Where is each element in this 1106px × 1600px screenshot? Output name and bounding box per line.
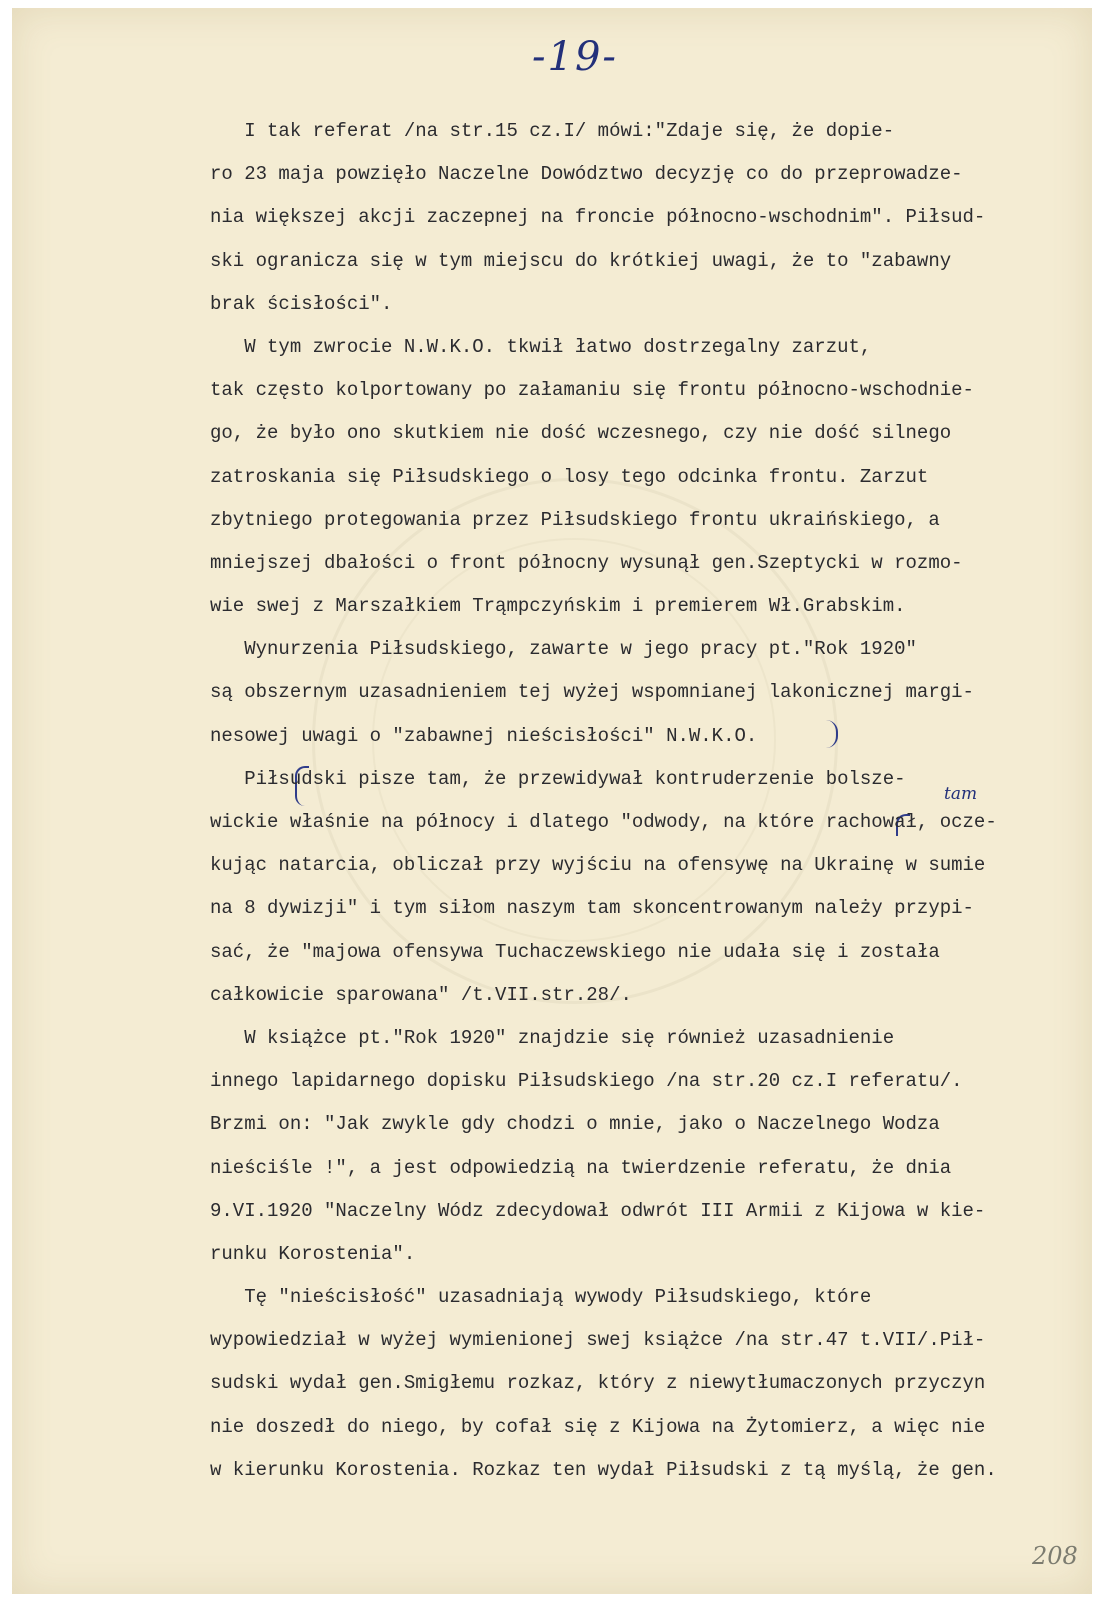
text-line: nie doszedł do niego, by cofał się z Kijowa na Żytomierz, a więc nie xyxy=(210,1415,986,1438)
document-page xyxy=(12,8,1092,1594)
text-line: go, że było ono skutkiem nie dość wczesnego, czy nie dość silnego xyxy=(210,422,952,445)
text-line: Tę "nieścisłość" uzasadniają wywody Piłsudskiego, które xyxy=(210,1286,872,1309)
text-line: I tak referat /na str.15 cz.I/ mówi:"Zdaje się, że dopie- xyxy=(210,120,895,142)
text-line: sać, że "majowa ofensywa Tuchaczewskiego nie udała się i została xyxy=(210,940,940,963)
text-line: brak ścisłości". xyxy=(210,292,393,315)
archive-number: 208 xyxy=(1032,1542,1078,1570)
text-line: zatroskania się Piłsudskiego o losy tego odcinka frontu. Zarzut xyxy=(210,465,929,488)
text-line: ro 23 maja powzięło Naczelne Dowództwo decyzję co do przeprowadze- xyxy=(210,163,963,186)
text-line: sudski wydał gen.Smigłemu rozkaz, który z niewytłumaczonych przyczyn xyxy=(210,1372,986,1395)
text-line: ski ogranicza się w tym miejscu do krótkiej uwagi, że to "zabawny xyxy=(210,249,952,272)
text-line: całkowicie sparowana" /t.VII.str.28/. xyxy=(210,983,632,1006)
text-line: Wynurzenia Piłsudskiego, zawarte w jego pracy pt."Rok 1920" xyxy=(210,638,917,661)
handwritten-insert: tam xyxy=(944,784,978,804)
text-line: nesowej uwagi o "zabawnej nieścisłości" N.W.K.O. xyxy=(210,724,758,747)
text-line: wypowiedział w wyżej wymienionej swej książce /na str.47 t.VII/.Pił- xyxy=(210,1329,986,1352)
text-line: W tym zwrocie N.W.K.O. tkwił łatwo dostrzegalny zarzut, xyxy=(210,335,872,358)
text-line: na 8 dywizji" i tym siłom naszym tam skoncentrowanym należy przypi- xyxy=(210,897,974,920)
text-line: nieściśle !", a jest odpowiedzią na twierdzenie referatu, że dnia xyxy=(210,1156,952,1179)
text-line: w kierunku Korostenia. Rozkaz ten wydał Piłsudski z tą myślą, że gen. xyxy=(210,1458,997,1481)
text-line: 9.VI.1920 "Naczelny Wódz zdecydował odwrót III Armii z Kijowa w kie- xyxy=(210,1199,986,1222)
text-line: zbytniego protegowania przez Piłsudskiego frontu ukraińskiego, a xyxy=(210,508,940,531)
text-line: mniejszej dbałości o front północny wysunął gen.Szeptycki w rozmo- xyxy=(210,551,963,574)
text-line: kując natarcia, obliczał przy wyjściu na ofensywę na Ukrainę w sumie xyxy=(210,854,986,877)
text-line: runku Korostenia". xyxy=(210,1242,416,1265)
text-line: wickie właśnie na północy i dlatego "odwody, na które rachował, ocze- xyxy=(210,811,997,833)
text-line: są obszernym uzasadnieniem tej wyżej wspomnianej lakonicznej margi- xyxy=(210,681,974,704)
page-number: -19- xyxy=(532,34,618,80)
text-line: Brzmi on: "Jak zwykle gdy chodzi o mnie, jako o Naczelnego Wodza xyxy=(210,1113,940,1136)
text-line: tak często kolportowany po załamaniu się frontu północno-wschodnie- xyxy=(210,379,974,402)
text-line: nia większej akcji zaczepnej na froncie północno-wschodnim". Piłsud- xyxy=(210,206,986,229)
text-line: wie swej z Marszałkiem Trąmpczyńskim i premierem Wł.Grabskim. xyxy=(210,595,906,618)
typewritten-text xyxy=(210,110,1090,1492)
text-line: innego lapidarnego dopisku Piłsudskiego /na str.20 cz.I referatu/. xyxy=(210,1070,963,1093)
text-line: Piłsudski pisze tam, że przewidywał kontruderzenie bolsze- xyxy=(210,767,906,790)
text-line: W książce pt."Rok 1920" znajdzie się również uzasadnienie xyxy=(210,1026,895,1049)
